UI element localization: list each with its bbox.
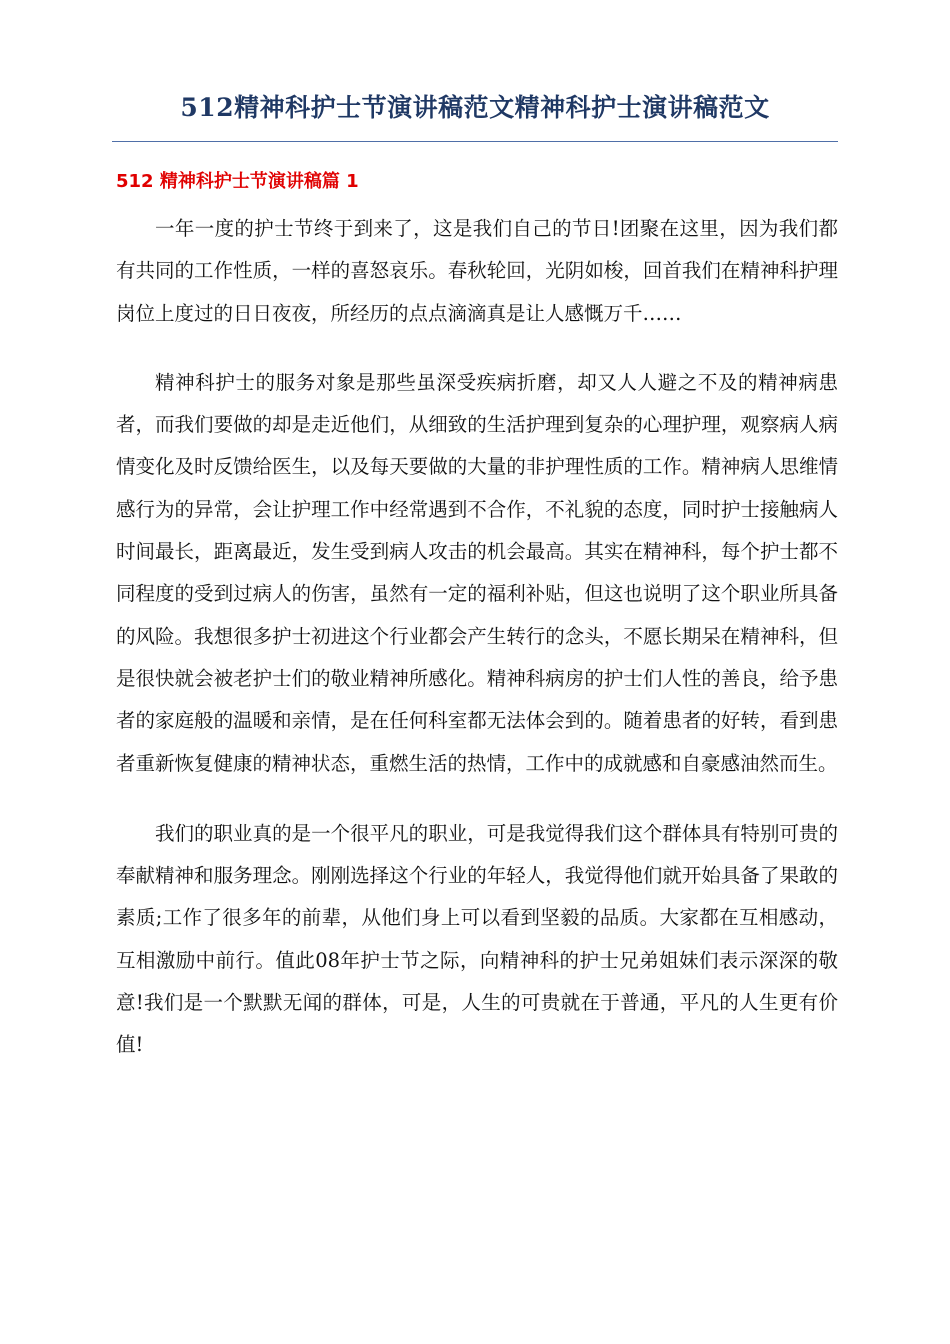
paragraph-1: 一年一度的护士节终于到来了，这是我们自己的节日!团聚在这里，因为我们都有共同的工作性质，一样的喜怒哀乐。春秋轮回，光阴如梭，回首我们在精神科护理岗位上度过的日日夜夜，所经历的点点滴滴真是让人感慨万千…… — [116, 217, 838, 325]
paragraph-3: 我们的职业真的是一个很平凡的职业，可是我觉得我们这个群体具有特别可贵的奉献精神和服务理念。刚刚选择这个行业的年轻人，我觉得他们就开始具备了果敢的素质;工作了很多年的前辈，从他们身上可以看到坚毅的品质。大家都在互相感动，互相激励中前行。值此08年护士节之际，向精神科的护士兄弟姐妹们表示深深的敬意!我们是一个默默无闻的群体，可是，人生的可贵就在于普通，平凡的人生更有价值! — [116, 821, 838, 1057]
section-heading: 512 精神科护士节演讲稿篇 1 — [116, 171, 359, 192]
document-title: 512精神科护士节演讲稿范文精神科护士演讲稿范文 — [180, 93, 770, 122]
paragraph-2: 精神科护士的服务对象是那些虽深受疾病折磨，却又人人避之不及的精神病患者，而我们要做的却是走近他们，从细致的生活护理到复杂的心理护理，观察病人病情变化及时反馈给医生，以及每天要做的大量的非护理性质的工作。精神病人思维情感行为的异常，会让护理工作中经常遇到不合作，不礼貌的态度，同时护士接触病人时间最长，距离最近，发生受到病人攻击的机会最高。其实在精神科，每个护士都不同程度的受到过病人的伤害，虽然有一定的福利补贴，但这也说明了这个职业所具备的风险。我想很多护士初进这个行业都会产生转行的念头，不愿长期呆在精神科，但是很快就会被老护士们的敬业精神所感化。精神科病房的护士们人性的善良，给予患者的家庭般的温暖和亲情，是在任何科室都无法体会到的。随着患者的好转，看到患者重新恢复健康的精神状态，重燃生活的热情，工作中的成就感和自豪感油然而生。 — [116, 370, 838, 775]
title-divider — [112, 141, 838, 142]
document-body — [116, 208, 838, 1097]
